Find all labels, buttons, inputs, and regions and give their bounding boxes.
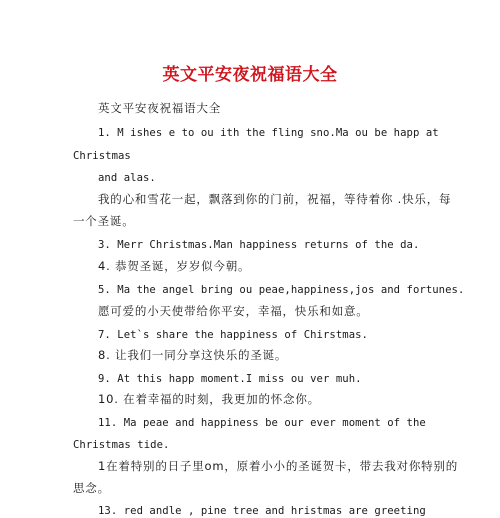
text-line: 10. 在着幸福的时刻，我更加的怀念你。 xyxy=(98,392,320,406)
text-line: 4. 恭贺圣诞，岁岁似今朝。 xyxy=(98,259,251,273)
text-line: 11. Ma peae and happiness be our ever moment of the xyxy=(98,417,426,429)
text-line: Christmas xyxy=(73,150,131,162)
text-line: 13. red andle , pine tree and hristmas are greeting xyxy=(98,505,426,517)
text-line: 9. At this happ moment.I miss ou ver muh. xyxy=(98,373,362,385)
document-title: 英文平安夜祝福语大全 xyxy=(162,65,338,85)
text-line: 一个圣诞。 xyxy=(73,214,135,228)
text-line: 8. 让我们一同分享这快乐的圣诞。 xyxy=(98,348,288,362)
text-line: 思念。 xyxy=(73,481,110,495)
text-line: 7. Let`s share the happiness of Chirstmas. xyxy=(98,329,368,341)
text-line: 1. M ishes e to ou ith the fling sno.Ma ou be happ at xyxy=(98,127,439,139)
text-line: 我的心和雪花一起，飘落到你的门前，祝福，等待着你 .快乐，每 xyxy=(98,192,452,206)
text-line: Christmas tide. xyxy=(73,439,170,451)
text-line: 5. Ma the angel bring ou peae,happiness,jos and fortunes. xyxy=(98,284,465,296)
text-line: 1在着特别的日子里om，原着小小的圣诞贺卡，带去我对你特别的 xyxy=(98,459,459,473)
document-subtitle: 英文平安夜祝福语大全 xyxy=(98,101,221,115)
text-line: 愿可爱的小天使带给你平安，幸福，快乐和如意。 xyxy=(98,304,369,318)
text-line: and alas. xyxy=(98,172,156,184)
text-line: 3. Merr Christmas.Man happiness returns of the da. xyxy=(98,239,420,251)
